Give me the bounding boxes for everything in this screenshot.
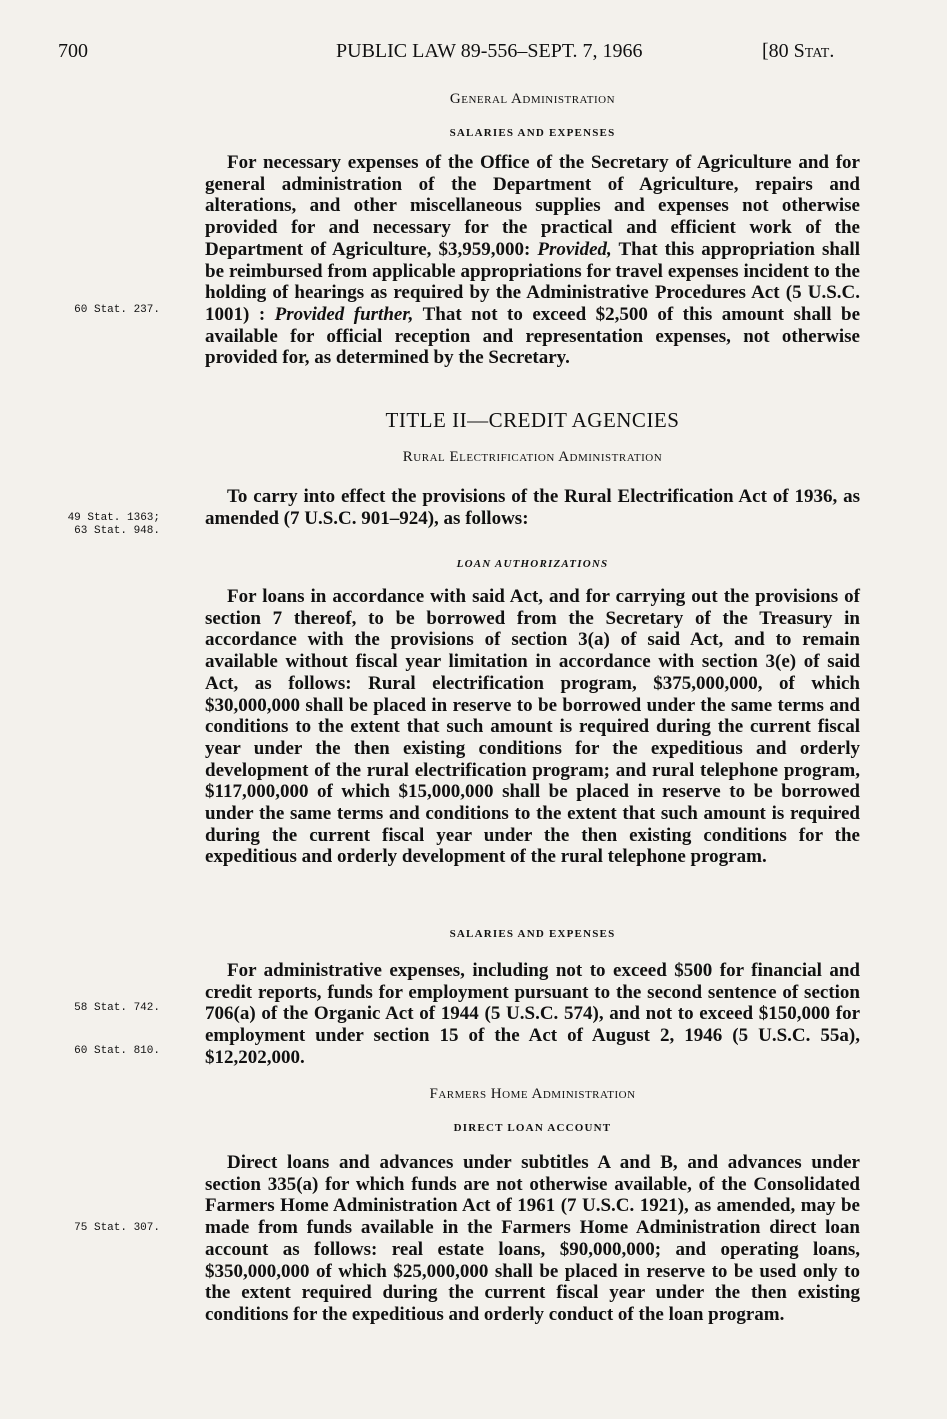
subsection-heading: SALARIES AND EXPENSES xyxy=(449,928,616,940)
margin-note-line: 63 Stat. 948. xyxy=(74,525,160,537)
general-admin-body xyxy=(205,152,860,369)
margin-note xyxy=(50,512,160,538)
direct-loan-body xyxy=(205,1152,860,1326)
salaries-expenses-heading-2 xyxy=(205,928,860,940)
loan-authorizations-paragraph: For loans in accordance with said Act, and for carrying out the provisions of section 7 thereof, to be borrowed from the Secretary of the Treasury in accordance with the provisions of section 3(a) of said Act, and to remain available without fiscal year limitation in accordance with section 3(e) of said Act, as follows: Rural electrification program, $375,000,000, of which $30,000,000 shall be placed in reserve to be borrowed under the same terms and conditions to the extent that such amount is required during the current fiscal year under the then existing conditions for the expeditious and orderly development of the rural electrification program; and rural telephone program, $117,000,000 of which $15,000,000 shall be placed in reserve to be borrowed under the same terms and conditions to the extent that such amount is required during the current fiscal year under the then existing conditions for the expeditious and orderly development of the rural telephone program. xyxy=(205,586,860,868)
statute-volume xyxy=(762,40,834,63)
rea-salaries-paragraph: For administrative expenses, including not to exceed $500 for financial and credit reports, funds for employment pursuant to the second sentence of section 706(a) of the Organic Act of 1944 (5 U.S.C. 574), and not to exceed $150,000 for employment under section 15 of the Act of August 2, 1946 (5 U.S.C. 55a), $12,202,000. xyxy=(205,960,860,1068)
general-admin-paragraph: For necessary expenses of the Office of the Secretary of Agriculture and for general administration of the Department of Agriculture, repairs and alterations, and other miscellaneous supplies and expenses not otherwise provided for and necessary for the practical and efficient work of the Department of Agriculture, $3,959,000: Provided, That this appropriation shall be reimbursed from applicable appropriations for travel expenses incident to the holding of hearings as required by the Administrative Procedures Act (5 U.S.C. 1001) : Provided further, That not to exceed $2,500 of this amount shall be available for official reception and representation expenses, not otherwise provided for, as determined by the Secretary. xyxy=(205,152,861,369)
loan-authorizations-body xyxy=(205,586,860,868)
loan-authorizations-heading xyxy=(205,558,860,570)
farmers-home-heading xyxy=(205,1086,860,1103)
title-ii-heading xyxy=(205,408,860,433)
section-heading: Rural Electrification Administration xyxy=(402,449,663,465)
rea-salaries-body xyxy=(205,960,860,1069)
section-heading: General Administration xyxy=(449,91,616,107)
direct-loan-account-heading xyxy=(205,1122,860,1134)
rea-intro-paragraph: To carry into effect the provisions of the Rural Electrification Act of 1936, as amended (7 U.S.C. 901–924), as follows: xyxy=(205,486,860,529)
subsection-heading: LOAN AUTHORIZATIONS xyxy=(456,558,609,570)
margin-note: 75 Stat. 307. xyxy=(74,1222,160,1234)
margin-note: 60 Stat. 237. xyxy=(74,304,160,316)
page-number: 700 xyxy=(58,40,88,62)
general-administration-heading xyxy=(205,91,860,108)
page-header xyxy=(0,40,947,70)
subsection-heading: SALARIES AND EXPENSES xyxy=(449,127,616,139)
rea-intro xyxy=(205,486,860,529)
margin-note-line: 49 Stat. 1363; xyxy=(67,512,160,524)
margin-note: 58 Stat. 742. xyxy=(74,1002,160,1014)
title-heading: TITLE II—CREDIT AGENCIES xyxy=(385,408,680,432)
running-title: PUBLIC LAW 89-556–SEPT. 7, 1966 xyxy=(336,40,643,62)
margin-note: 60 Stat. 810. xyxy=(74,1045,160,1057)
direct-loan-paragraph: Direct loans and advances under subtitles A and B, and advances under section 335(a) for which funds are not otherwise available, of the Consolidated Farmers Home Administration Act of 1961 (7 U.S.C. 1921), as amended, may be made from funds available in the Farmers Home Administration direct loan account as follows: real estate loans, $90,000,000; and operating loans, $350,000,000 of which $25,000,000 shall be placed in reserve to be used only to the extent required during the current fiscal year under the then existing conditions for the expeditious and orderly conduct of the loan program. xyxy=(205,1152,860,1325)
salaries-expenses-heading-1 xyxy=(205,127,860,139)
rea-heading xyxy=(205,449,860,466)
section-heading: Farmers Home Administration xyxy=(429,1086,636,1102)
subsection-heading: DIRECT LOAN ACCOUNT xyxy=(453,1122,612,1134)
statute-volume-number: [80 xyxy=(762,40,789,62)
statute-word: Stat. xyxy=(793,40,835,62)
